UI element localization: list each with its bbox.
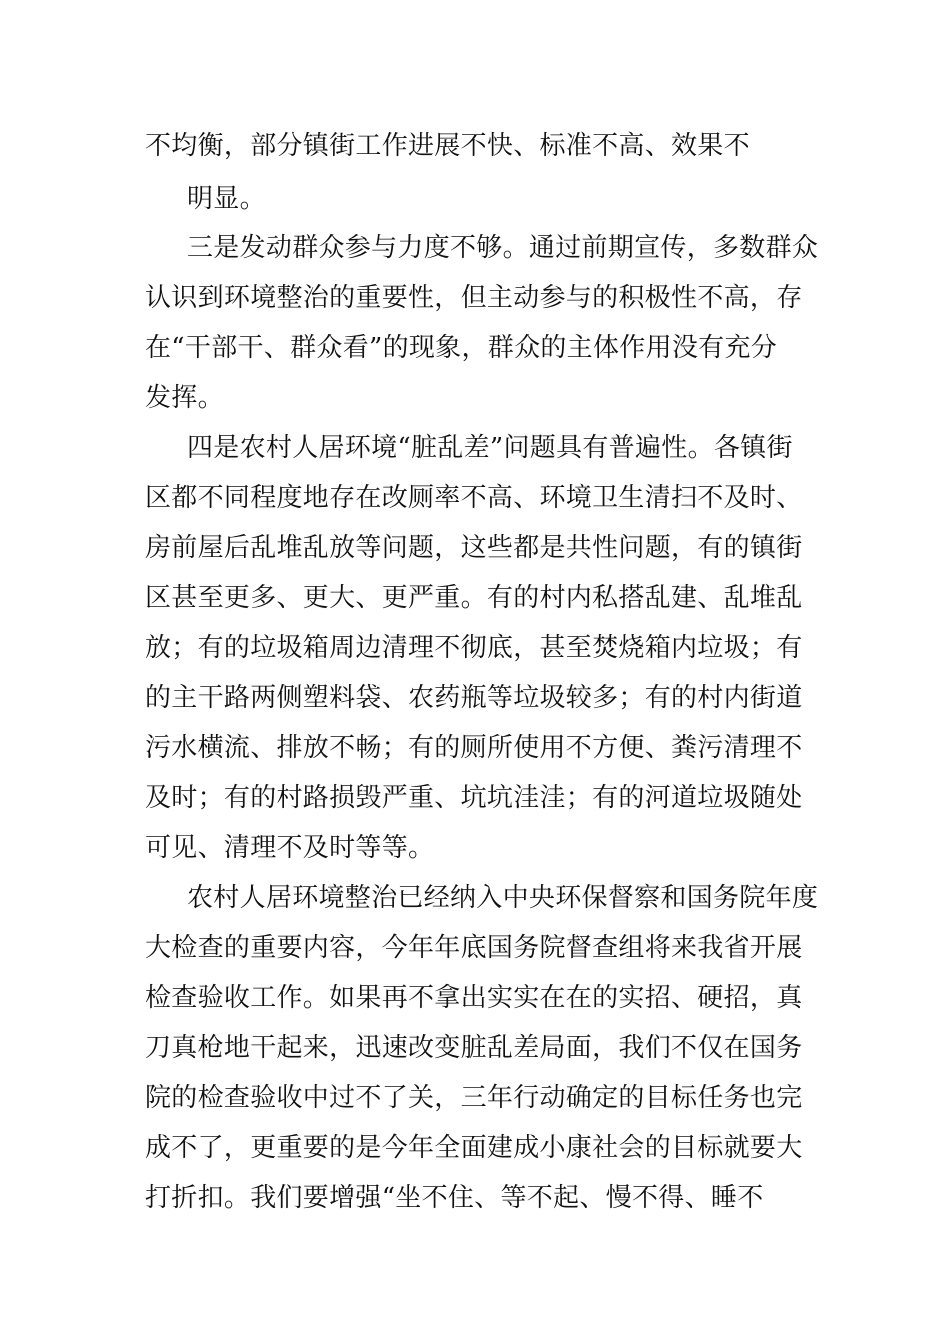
paragraph-start-line: 农村人居环境整治已经纳入中央环保督察和国务院年度 (187, 883, 819, 913)
text-line: 污水横流、排放不畅；有的厕所使用不方便、粪污清理不 (145, 733, 803, 763)
text-line: 认识到环境整治的重要性，但主动参与的积极性不高，存 (145, 283, 803, 313)
text-line: 区都不同程度地存在改厕率不高、环境卫生清扫不及时、 (145, 483, 803, 513)
text-line: 成不了，更重要的是今年全面建成小康社会的目标就要大 (145, 1133, 803, 1163)
text-line: 放；有的垃圾箱周边清理不彻底，甚至焚烧箱内垃圾；有 (145, 633, 803, 663)
text-line: 发挥。 (145, 383, 224, 413)
text-line: 明显。 (187, 184, 266, 214)
text-line: 在“干部干、群众看”的现象，群众的主体作用没有充分 (145, 333, 778, 363)
text-line: 可见、清理不及时等等。 (145, 833, 435, 863)
text-line: 打折扣。我们要增强“坐不住、等不起、慢不得、睡不 (145, 1183, 764, 1213)
paragraph-start-line: 四是农村人居环境“脏乱差”问题具有普遍性。各镇街 (187, 433, 793, 463)
text-line: 的主干路两侧塑料袋、农药瓶等垃圾较多；有的村内街道 (145, 683, 803, 713)
text-line: 不均衡，部分镇街工作进展不快、标准不高、效果不 (145, 131, 750, 161)
paragraph-start-line: 三是发动群众参与力度不够。通过前期宣传，多数群众 (187, 233, 819, 263)
text-line: 院的检查验收中过不了关，三年行动确定的目标任务也完 (145, 1083, 803, 1113)
text-line: 区甚至更多、更大、更严重。有的村内私搭乱建、乱堆乱 (145, 583, 803, 613)
text-line: 房前屋后乱堆乱放等问题，这些都是共性问题，有的镇街 (145, 533, 803, 563)
text-line: 及时；有的村路损毁严重、坑坑洼洼；有的河道垃圾随处 (145, 783, 803, 813)
text-line: 刀真枪地干起来，迅速改变脏乱差局面，我们不仅在国务 (145, 1033, 803, 1063)
text-line: 大检查的重要内容，今年年底国务院督查组将来我省开展 (145, 933, 803, 963)
text-line: 检查验收工作。如果再不拿出实实在在的实招、硬招，真 (145, 983, 803, 1013)
